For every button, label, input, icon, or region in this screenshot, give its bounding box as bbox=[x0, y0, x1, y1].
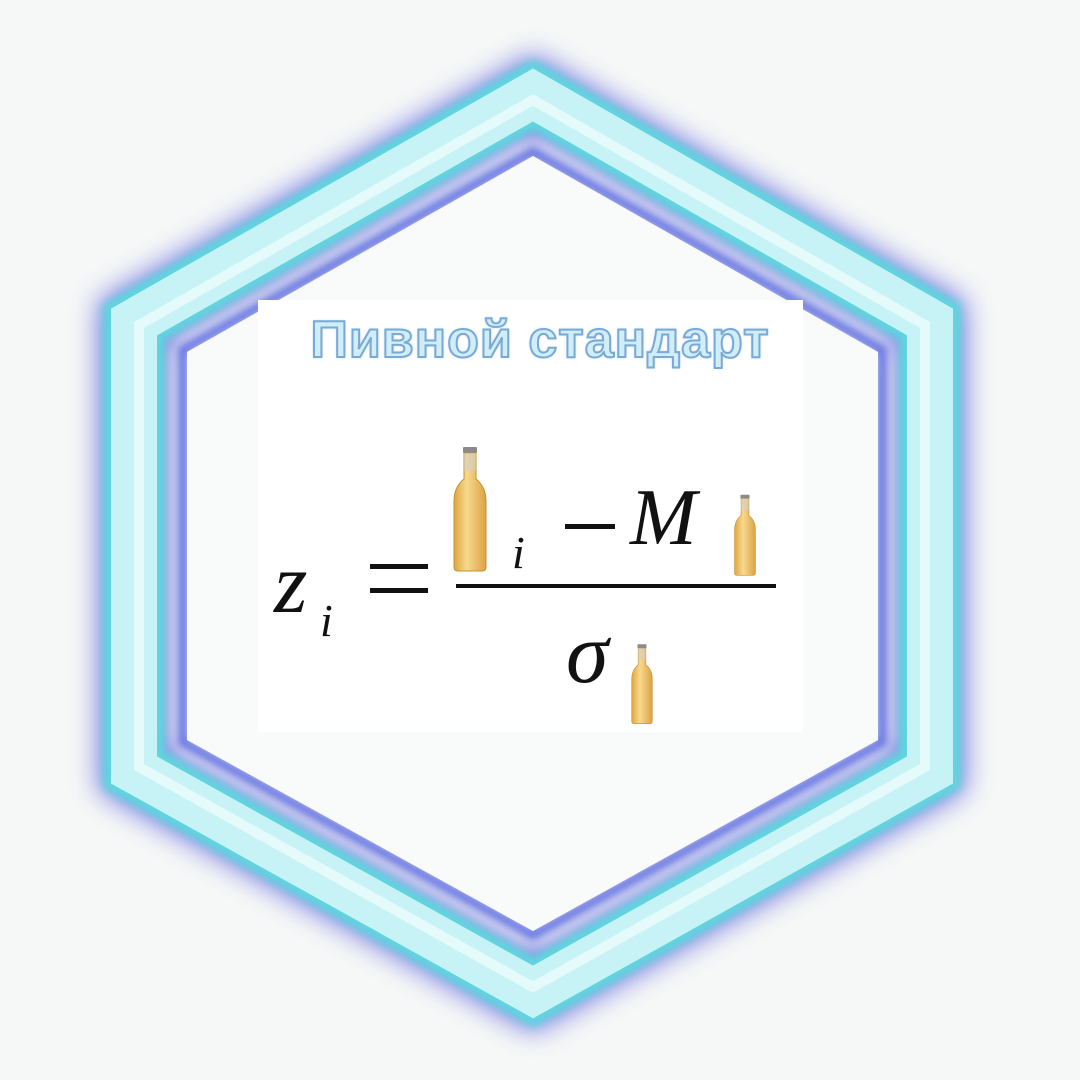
beer-bottle-icon bbox=[732, 493, 758, 577]
equals-sign bbox=[370, 564, 428, 594]
sigma-symbol: σ bbox=[566, 605, 609, 701]
minus-sign bbox=[565, 524, 615, 529]
page-title: Пивной стандарт bbox=[310, 311, 770, 369]
z-variable: z bbox=[274, 535, 308, 631]
mean-symbol: M bbox=[630, 474, 697, 562]
numerator-subscript: i bbox=[512, 527, 525, 578]
z-subscript: i bbox=[320, 595, 333, 646]
fraction-bar bbox=[456, 584, 776, 588]
beer-bottle-icon bbox=[450, 445, 490, 573]
beer-bottle-icon bbox=[628, 643, 656, 725]
